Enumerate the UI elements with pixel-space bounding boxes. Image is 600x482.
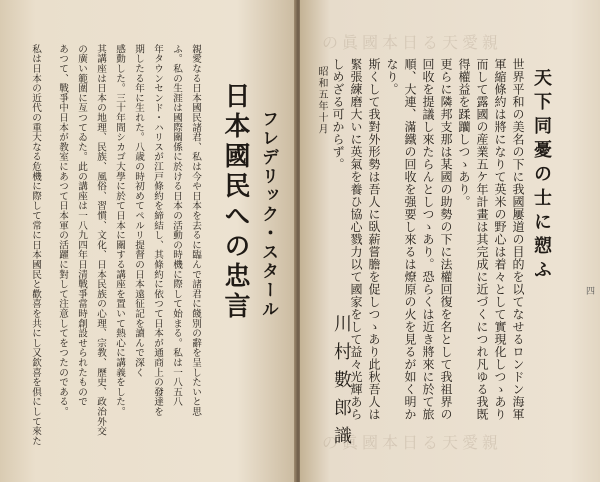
bleed-through-text-top: の眞國本日る天愛親 xyxy=(322,33,503,52)
left-body-line: 期したる年に生れた。八歳の時初めてペルリ提督の日本遠征記を讀んで深く xyxy=(133,44,144,378)
right-page-heading: 天下同憂の士に愬ふ xyxy=(531,68,552,284)
left-body-line: 感動した。三十年間シカゴ大學に於て日本に關する講座を置いて熱心に講義をした。 xyxy=(114,44,125,417)
essay-author: フレデリック・スタール xyxy=(258,110,278,319)
right-body-line: 斯くして我對外形勢は吾人に臥薪嘗膽を促しつゝあり此秋吾人は xyxy=(367,58,381,421)
right-body-line: 順、大連、滿鐵の回收を强要し來るは燎原の火を見るが如く明か xyxy=(403,58,417,421)
right-body-line: 更らに隣邦支那は某國の助勢の下に法權回復を名として我祖界の xyxy=(439,58,453,421)
essay-title: 日本國民への忠言 xyxy=(220,82,250,322)
left-body-line: あつて、戰爭中日本が教室にあつて日本軍の活躍に對して注意してをつたのである。 xyxy=(57,44,68,417)
left-body-line: 私は日本の近代の重大なる危機に際して常に日本國民と歡喜を共にし又欽喜を倶にして來た xyxy=(30,44,41,446)
page-number: 四 xyxy=(584,286,594,295)
author-signature: 川村數郎識 xyxy=(331,314,352,454)
right-page xyxy=(300,0,600,482)
right-body-line: 軍縮條約は將になりて英米の野心は着々として實現化しつゝあり xyxy=(493,58,507,421)
right-body-line: 回收を提議し來たらんとしつゝあり。恐らくは近き將來に於て旅 xyxy=(421,58,435,421)
right-body-line: 而して露國の産業五ケ年計畫は其完成に近づくにつれ凡ゆる我既 xyxy=(475,58,489,421)
right-body-line: 緊張練磨大いに英氣を養ひ協心戮力以て國家をして益々光輝あら xyxy=(349,58,363,421)
bleed-through-text-bottom: の眞國本日る天愛親 xyxy=(322,433,503,452)
right-body-line: 得權益を蹂躪しつゝあり。 xyxy=(457,58,471,208)
left-page xyxy=(0,0,296,482)
left-body-line: 其講座は日本の地理、民族、風俗、習慣、文化、日本民族の心理、宗教、歷史、政治外交 xyxy=(95,44,106,436)
left-body-line: 年タウンセンド・ハリスが江戸條約を締結し、其條約に依つて日本が通商上の發達を xyxy=(152,44,163,417)
left-body-line: の廣い範圍に亙つてゐた。此の講座は一八九四年日清戰爭當時創設せられたもので xyxy=(76,44,87,407)
date-line: 昭和五年十月 xyxy=(316,66,327,135)
right-body-line: しめざる可からず。 xyxy=(331,58,345,171)
right-body-line: なり。 xyxy=(385,58,399,96)
right-body-line: 世界平和の美名の下に我國屢道の目的を以てなせるロンドン海軍 xyxy=(511,58,525,421)
left-body-line: 親愛なる日本國民諸君、私は今や日本を去るに臨んで諸君に餞別の辭を呈したいと思 xyxy=(190,44,201,417)
left-body-line: ふ。私の生涯は國際關係に於ける日本の活動の時機に際して始まる。私は一八五八 xyxy=(171,44,182,407)
